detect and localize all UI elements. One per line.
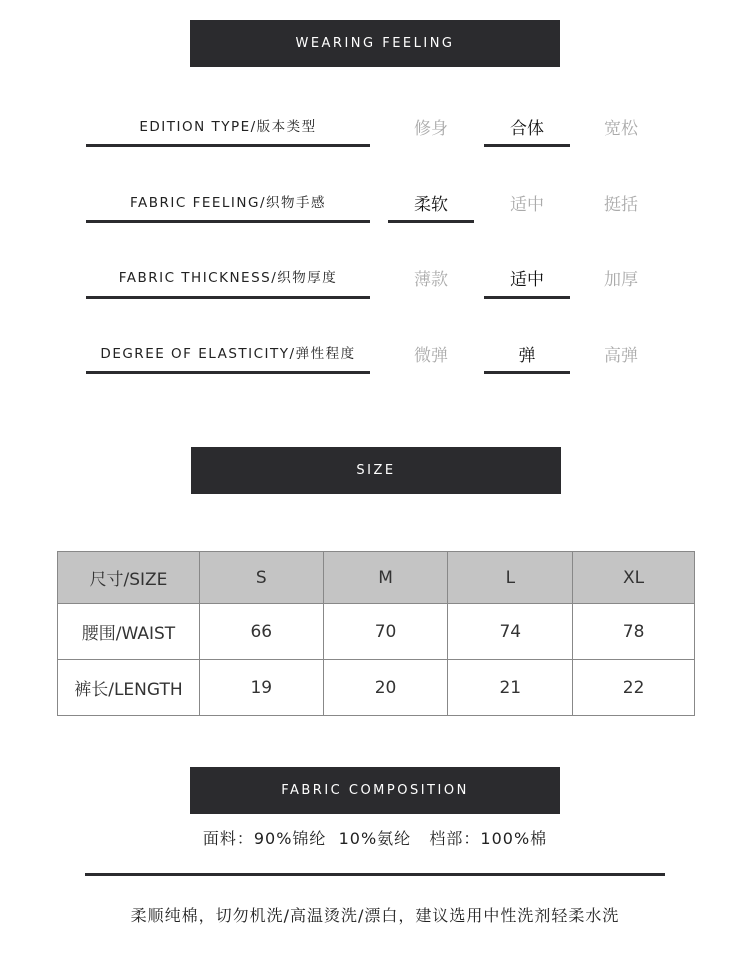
attr-label-fabric-thickness: FABRIC THICKNESS/织物厚度 [118,270,338,286]
header-cell: 尺寸/SIZE [58,552,200,604]
option-slight-stretch: 微弹 [414,346,448,366]
selected-underline [388,220,474,223]
attr-label-elasticity: DEGREE OF ELASTICITY/弹性程度 [100,346,356,362]
header-cell: L [448,552,573,604]
row-label: 裤长/LENGTH [58,660,200,716]
attr-label-fabric-feeling: FABRIC FEELING/织物手感 [129,195,327,211]
fabric-composition-text: 面料：90%锦纶 10%氨纶 档部：100%棉 [202,829,548,848]
option-loose: 宽松 [604,119,638,139]
header-cell: M [323,552,448,604]
care-instructions: 柔顺纯棉，切勿机洗/高温烫洗/漂白，建议选用中性洗剂轻柔水洗 [130,906,620,925]
option-medium-selected: 适中 [510,270,544,290]
size-banner: SIZE [191,447,561,494]
table-cell: 66 [199,604,323,660]
option-soft-selected: 柔软 [414,195,448,215]
header-cell: XL [573,552,695,604]
attr-label-edition-type: EDITION TYPE/版本类型 [139,119,317,135]
row-label: 腰围/WAIST [58,604,200,660]
attr-underline [86,296,370,299]
option-thin: 薄款 [414,270,448,290]
table-cell: 20 [323,660,448,716]
selected-underline [484,371,570,374]
option-slim: 修身 [414,119,448,139]
size-table-header [58,552,695,604]
size-table [57,551,695,716]
table-cell: 70 [323,604,448,660]
option-regular-selected: 合体 [510,119,544,139]
fabric-composition-banner: FABRIC COMPOSITION [190,767,560,814]
attr-underline [86,371,370,374]
table-cell: 22 [573,660,695,716]
attr-underline [86,220,370,223]
table-cell: 19 [199,660,323,716]
divider [85,873,665,876]
attr-underline [86,144,370,147]
selected-underline [484,144,570,147]
wearing-feeling-banner: WEARING FEELING [190,20,560,67]
option-stretch-selected: 弹 [518,346,536,366]
option-thick: 加厚 [604,270,638,290]
table-cell: 74 [448,604,573,660]
table-cell: 21 [448,660,573,716]
table-cell: 78 [573,604,695,660]
option-high-stretch: 高弹 [604,346,638,366]
table-row-length [58,660,695,716]
option-medium: 适中 [510,195,544,215]
header-cell: S [199,552,323,604]
table-row-waist [58,604,695,660]
option-crisp: 挺括 [604,195,638,215]
selected-underline [484,296,570,299]
